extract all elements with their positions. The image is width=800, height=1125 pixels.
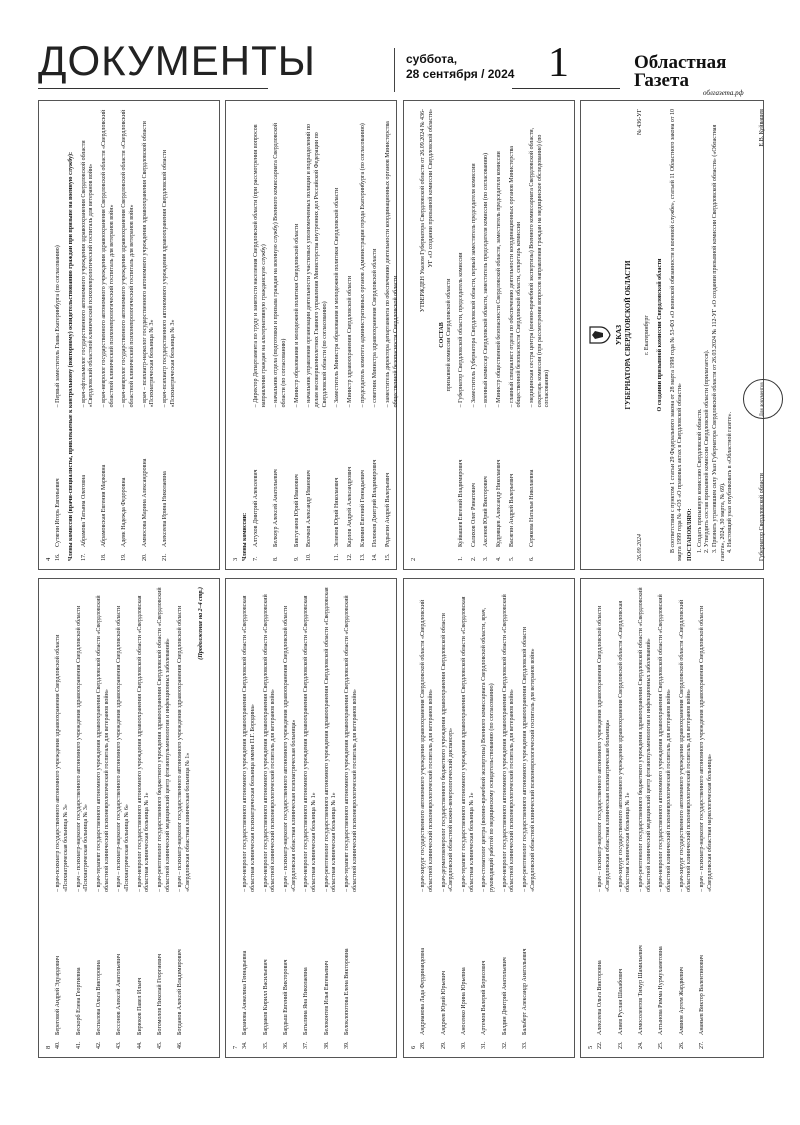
panel-number: 3: [232, 557, 239, 561]
member-name-cell: [347, 407, 355, 561]
member-number: 20.: [141, 553, 148, 561]
member-row: [372, 109, 380, 561]
member-name: Бирюков Павел Ильич: [136, 977, 143, 1035]
member-number: 32.: [501, 1041, 508, 1049]
member-number: 30.: [461, 1041, 467, 1049]
member-name-cell: [441, 892, 456, 1049]
member-number: 43.: [116, 1041, 123, 1049]
member-name-cell: [458, 407, 466, 561]
issue-day: суббота,: [406, 52, 458, 66]
member-name-cell: [294, 407, 302, 561]
member-row: [679, 587, 694, 1049]
member-name-cell: [81, 407, 96, 561]
decree-issuer: ГУБЕРНАТОРА СВЕРДЛОВСКОЙ ОБЛАСТИ: [623, 260, 632, 410]
member-number: 40.: [55, 1041, 62, 1049]
member-name: Алтухов Дмитрий Алексеевич: [252, 469, 259, 547]
panel-page-3: [225, 100, 397, 570]
member-name-cell: [242, 892, 257, 1049]
signer-role: Губернатор Свердловской области: [759, 473, 766, 561]
member-position: – врач-невролог государственного автономного учреждения здравоохранения Свердловской области «Свердловский областной клинический психоневрологический госпиталь для ветеранов войн»: [501, 594, 516, 892]
member-position: – советник Министра здравоохранения Свердловской области: [372, 248, 379, 408]
member-number: 3.: [483, 556, 490, 561]
member-position: – начальник управления организации деятельности участковых уполномоченных полиции и подразделений по делам несовершеннолетних Главного управления Министерства внутренних дел Российской Федерации по Свердловской области (по согласованию): [306, 124, 328, 408]
member-row: [162, 109, 177, 561]
member-number: 22.: [597, 1041, 604, 1049]
decree-resolves: ПОСТАНОВЛЯЮ:: [686, 508, 693, 561]
page-number: 1: [548, 40, 569, 86]
member-number: 16.: [55, 553, 62, 561]
member-name: Андрианова Лада Фердинандовна: [420, 948, 427, 1035]
member-name-cell: [679, 892, 694, 1049]
panel-number: 8: [45, 1045, 52, 1049]
member-number: 44.: [136, 1041, 143, 1049]
panel-number: 4: [45, 557, 52, 561]
member-row: [306, 109, 329, 561]
member-name: Аммосова Марина Александровна: [141, 458, 148, 547]
member-position: – врач-психиатр государственного автономного учреждения здравоохранения Свердловской области «Психиатрическая больница № 3»: [55, 634, 69, 892]
member-name: Волчков Александр Иванович: [306, 470, 313, 547]
decree-number: № 436-УГ: [636, 109, 643, 135]
panel-page-8: [38, 578, 220, 1058]
member-row: [638, 587, 653, 1049]
decree-preamble: В соответствии с пунктом 1 статьи 29 Федерального закона от 28 марта 1998 года № 53-ФЗ «О воинской обязанности и военной службе», статьей 11 Областного закона от 10 марта 1999 года № 4-ОЗ «О правовых актах в Свердловской области»: [669, 109, 684, 561]
member-name-cell: [699, 892, 714, 1049]
member-name: Алмосолентов Тимур Шамильевич: [638, 945, 644, 1035]
member-position: – врач-терапевт государственного автономного учреждения здравоохранения Свердловской области «Свердловский областной клинический психоневрологический госпиталь для ветеранов войн»: [96, 595, 110, 892]
panel-page-4: [38, 100, 220, 570]
member-name: Аносенко Ирина Юрьевна: [461, 967, 467, 1035]
member-name-cell: [263, 892, 278, 1049]
member-name-cell: [253, 407, 268, 561]
member-list: [81, 109, 178, 561]
panel-6-content: [406, 582, 572, 1054]
member-position: – главный специалист отдела по обеспечению деятельности координационных органов Министерства общественной безопасности Свердловской области, секретарь комиссии: [508, 146, 523, 408]
member-position: – Министр здравоохранения Свердловской области: [347, 275, 354, 408]
member-name: Салихов Олег Ринатович: [470, 483, 477, 547]
member-position: – врач-невролог государственного автономного учреждения здравоохранения Свердловской области «Свердловский областной клинический психоневрологический госпиталь для ветеранов войн»: [262, 594, 277, 892]
member-name-cell: [76, 892, 91, 1049]
member-name-cell: [618, 892, 633, 1049]
member-number: 26.: [678, 1041, 685, 1049]
member-number: 13.: [359, 553, 366, 561]
member-row: [347, 109, 355, 561]
issue-date: [406, 52, 514, 82]
member-number: 18.: [101, 553, 107, 561]
member-row: [529, 109, 552, 561]
member-number: 46.: [177, 1041, 184, 1049]
member-row: [96, 587, 111, 1049]
panel-page-6: [403, 578, 575, 1058]
panel-2-content: [406, 104, 572, 566]
member-name-cell: [509, 407, 524, 561]
member-name-cell: [522, 892, 537, 1049]
member-number: 33.: [522, 1041, 529, 1049]
member-row: [502, 587, 517, 1049]
member-row: [55, 587, 70, 1049]
masthead-rule-left: [38, 88, 268, 89]
member-name-cell: [96, 892, 111, 1049]
member-name: Амвиоя Артем Жардиевич: [678, 967, 685, 1035]
decree-city: г. Екатеринбург: [644, 315, 651, 355]
member-number: 19.: [121, 553, 128, 561]
member-name-cell: [157, 892, 172, 1049]
member-row: [699, 587, 714, 1049]
panel-8-content: [41, 582, 217, 1054]
member-name-cell: [529, 407, 552, 561]
member-name: Аксенов Юрий Викторович: [483, 476, 490, 547]
member-number: 14.: [372, 553, 379, 561]
member-name-cell: [121, 407, 136, 561]
member-name: Алексеева Ирина Николаевна: [162, 471, 169, 547]
panel-number: 6: [410, 1045, 417, 1049]
stamp-icon: [743, 379, 783, 419]
member-number: 41.: [75, 1041, 82, 1049]
member-position: – врач-офтальмолог государственного автономного учреждения здравоохранения Свердловской области «Свердловский областной клинический психоневрологический госпиталь для ветеранов войн»: [80, 140, 95, 408]
member-name: Белоконтев Илья Евгеньевич: [323, 960, 330, 1035]
member-row: [157, 587, 172, 1049]
member-name-cell: [385, 407, 400, 561]
member-position: – Заместитель Губернатора Свердловской области, первый заместитель председателя комиссии: [470, 163, 477, 408]
member-name: Бардаков Кирилл Васильевич: [262, 959, 269, 1035]
member-row: [385, 109, 400, 561]
decree-item: 2. Утвердить состав призывной комиссии Свердловской области (прилагается).: [704, 349, 711, 553]
member-number: 38.: [323, 1041, 330, 1049]
member-name: Белоклопотова Елена Викторовна: [344, 948, 351, 1035]
member-name: Серякова Наталья Николаевна: [529, 469, 536, 547]
member-number: 31.: [481, 1041, 488, 1049]
member-name: Адеяк Надежда Федоровна: [121, 477, 128, 547]
member-position: – врач-стоматолог центра (военно-врачебной экспертизы) Военного комиссариата Свердловской области, врач, руководящий работой по медицинскому освидетельствованию (по согласованию): [481, 607, 496, 892]
signature-block: [743, 109, 783, 561]
member-number: 1.: [458, 556, 464, 561]
member-name: Куйвашев Евгений Владимирович: [458, 459, 464, 547]
member-number: 12.: [347, 553, 354, 561]
member-name: Васягин Андрей Валерьевич: [508, 473, 515, 547]
member-position: – врач-рентгенолог государственного автономного учреждения здравоохранения Свердловской области «Свердловский областной клинический психоневрологический госпиталь для ветеранов войн»: [522, 627, 536, 892]
member-position: – врач-невролог государственного автономного учреждения здравоохранения Свердловской области «Свердловский областной клинический психоневрологический госпиталь для ветеранов войн»: [121, 109, 136, 408]
member-row: [177, 587, 192, 1049]
composition-heading: СОСТАВ: [438, 322, 445, 348]
member-name-cell: [638, 892, 653, 1049]
member-name: Зеленов Юрий Николаевич: [334, 477, 341, 547]
panel-page-5: [580, 578, 764, 1058]
member-name-cell: [461, 892, 476, 1049]
member-name-cell: [658, 892, 673, 1049]
panel-7-content: [228, 582, 394, 1054]
member-name-cell: [360, 407, 368, 561]
decree-item: 3. Признать утратившим силу Указ Губернатора Свердловской области от 26.03.2024 № 112-УГ «О создании призывной комиссии Свердловской области» («Областная газета», 2024, 30 марта, № 69).: [711, 124, 726, 561]
member-name: Богомолов Николай Георгиевич: [157, 953, 164, 1035]
member-row: [360, 109, 368, 561]
member-number: 42.: [96, 1041, 102, 1049]
member-position: – врач-рентгенолог государственного бюджетного учреждения здравоохранения Свердловской области «Свердловский областной клинический медицинский центр фтизиопульмонологии и инфекционных заболеваний»: [638, 587, 652, 892]
member-number: 10.: [306, 553, 313, 561]
masthead-divider: [394, 48, 395, 92]
member-name-cell: [142, 407, 157, 561]
newspaper-logo: [634, 54, 726, 90]
member-name-cell: [55, 892, 70, 1049]
member-row: [344, 587, 359, 1049]
member-position: – врач-невролог государственного автономного учреждения здравоохранения Свердловской области «Свердловская областная клиническая больница № 1»: [136, 595, 151, 892]
member-position: – Первый заместитель Главы Екатеринбурга (по согласованию): [55, 245, 62, 408]
member-row: [471, 109, 479, 561]
member-list: [242, 587, 359, 1049]
member-name-cell: [334, 407, 342, 561]
member-number: 15.: [385, 553, 392, 561]
approval-note: УТВЕРЖДЕН Указом Губернатора Свердловской области от 26.09.2024 № 436-УГ «О создании призывной комиссии Свердловской области»: [420, 109, 434, 313]
member-name: Климин Евгений Геннадьевич: [359, 470, 366, 547]
issue-date-text: 28 сентября / 2024: [406, 67, 515, 81]
members-heading: Члены комиссии (врачи-специалисты, привлекаемые к контрольному (повторному) освидетельствованию граждан при призыве на военную службу):: [67, 152, 74, 561]
member-name: Биктуганов Юрий Иванович: [293, 474, 300, 547]
member-row: [142, 109, 157, 561]
member-position: – Заместитель Министра образования и молодежной политики Свердловской области: [334, 187, 341, 408]
member-row: [420, 587, 435, 1049]
decree-title: УКАЗ: [614, 324, 623, 346]
member-list: [253, 109, 400, 561]
member-position: – врач-хирург государственного автономного учреждения здравоохранения Свердловской области «Свердловский областной клинический психоневрологический госпиталь для ветеранов войн»: [420, 599, 434, 892]
member-row: [496, 109, 504, 561]
member-row: [618, 587, 633, 1049]
member-name-cell: [283, 892, 298, 1049]
panel-1-content: [583, 104, 766, 566]
member-position: – врач – психиатр-нарколог государственного автономного учреждения здравоохранения Свердловской области «Свердловская областная клиническая психиатрическая больница»: [283, 605, 297, 892]
newspaper-site: облгазета.рф: [703, 89, 744, 97]
member-name: Кудрявцев Александр Николаевич: [496, 459, 503, 547]
member-list: [55, 109, 63, 561]
panel-4-content: [41, 104, 217, 566]
logo-line-1: Областная: [634, 52, 727, 73]
continued-note: (Продолжение на 2–4 стр.): [197, 587, 204, 660]
member-row: [334, 109, 342, 561]
member-position: – врач-невролог государственного автономного учреждения здравоохранения Свердловской области «Свердловская областная клиническая больница № 1»: [303, 595, 318, 892]
member-position: – заместитель директора департамента по обеспечению деятельности координационных органов Министерства общественной безопасности Свердловской области: [385, 121, 399, 408]
member-name-cell: [273, 407, 288, 561]
member-name: Богданов Алексей Владимирович: [177, 949, 184, 1035]
member-row: [242, 587, 257, 1049]
member-name: Беспалова Ольга Викторовна: [96, 960, 102, 1035]
decree-item: 4. Настоящий указ опубликовать в «Областной газете».: [727, 411, 734, 553]
member-position: – врач – психиатр-нарколог государственного автономного учреждения здравоохранения Свердловской области «Психиатрическая больница № 3»: [75, 605, 90, 892]
member-name-cell: [306, 407, 329, 561]
member-row: [509, 109, 524, 561]
member-number: 45.: [157, 1041, 164, 1049]
member-position: – врач – психиатр-нарколог государственного автономного учреждения здравоохранения Свердловской области «Свердловская областная наркологическая больница»: [699, 605, 713, 892]
composition-subheading: призывной комиссии Свердловской области: [446, 278, 453, 392]
member-name: Андреев Юрий Юрьевич: [440, 971, 447, 1035]
member-number: 35.: [262, 1041, 269, 1049]
member-position: – врач-невролог государственного автономного учреждения здравоохранения Свердловской области «Свердловский областной клинический психоневрологический госпиталь для ветеранов войн»: [101, 109, 115, 408]
member-name-cell: [420, 892, 435, 1049]
member-name-cell: [496, 407, 504, 561]
member-position: – врач – психиатр-нарколог государственного автономного учреждения здравоохранения Свердловской области «Свердловская областная клиническая психиатрическая больница»: [597, 605, 611, 892]
member-position: – Директор Департамента по труду и занятости населения Свердловской области (при рассмотрении вопросов направления граждан на альтернативную гражданскую службу): [252, 124, 267, 408]
member-number: 11.: [334, 553, 341, 561]
signer-name: Е.В. Куйвашев: [759, 109, 766, 147]
member-number: 17.: [80, 553, 87, 561]
member-name-cell: [324, 892, 339, 1049]
member-number: 6.: [529, 556, 536, 561]
member-row: [481, 587, 496, 1049]
member-name-cell: [597, 892, 612, 1049]
member-number: 9.: [293, 556, 300, 561]
member-row: [294, 109, 302, 561]
member-name: Баранова Анжелика Геннадьевна: [242, 950, 249, 1035]
member-position: – медицинская сестра центра (военно-врачебной экспертизы) Военного комиссариата Свердловской области, секретарь комиссии (при рассмотрении вопросов направления граждан на медицинское обследование) (по согласованию): [529, 127, 551, 408]
logo-line-2: Газета: [634, 70, 690, 92]
member-row: [76, 587, 91, 1049]
member-position: – начальник отдела (подготовки и призыва граждан на военную службу) Военного комиссариата Свердловской области (по согласованию): [273, 122, 287, 408]
member-row: [253, 109, 268, 561]
member-name-cell: [471, 407, 479, 561]
member-position: – Министр образования и молодежной политики Свердловской области: [293, 223, 300, 408]
member-row: [441, 587, 456, 1049]
member-row: [458, 109, 466, 561]
member-number: 8.: [273, 556, 280, 561]
member-position: – председатель комитета административных органов Администрации города Екатеринбурга (по согласованию): [359, 123, 366, 408]
member-name: Бальберт Александр Анатольевич: [522, 948, 529, 1035]
member-number: 21.: [162, 553, 169, 561]
member-position: – врач-невролог государственного автономного учреждения здравоохранения Свердловской области «Свердловская областная клиническая психиатрическая больница имени П.Г. Бородина»: [242, 595, 256, 892]
member-name-cell: [137, 892, 152, 1049]
member-row: [116, 587, 131, 1049]
member-number: 25.: [658, 1041, 665, 1049]
member-number: 29.: [440, 1041, 447, 1049]
member-position: – врач-психиатр государственного автономного учреждения здравоохранения Свердловской области «Психиатрическая больница № 3»: [162, 150, 176, 408]
member-position: – врач-терапевт государственного автономного учреждения здравоохранения Свердловской области «Свердловская областная клиническая больница № 1»: [461, 596, 475, 892]
member-name-cell: [303, 892, 318, 1049]
member-list: [458, 109, 552, 561]
member-position: – военный комиссар Свердловской области, заместитель председателя комиссии (по согласованию): [483, 152, 490, 408]
member-name-cell: [344, 892, 359, 1049]
panel-page-1: [580, 100, 764, 570]
member-number: 28.: [420, 1041, 427, 1049]
member-number: 7.: [252, 556, 259, 561]
member-position: – Губернатор Свердловской области, председатель комиссии: [458, 252, 464, 408]
member-row: [522, 587, 537, 1049]
member-name: Сутягин Игорь Евгеньевич: [55, 478, 62, 547]
member-position: – врач – психиатр-нарколог государственного автономного учреждения здравоохранения Свердловской области «Свердловская областная клиническая больница № 1»: [177, 605, 192, 892]
panel-number: 2: [410, 557, 417, 561]
member-list: [420, 587, 537, 1049]
member-row: [461, 587, 476, 1049]
member-number: 24.: [638, 1041, 644, 1049]
member-position: – врач-дерматовенеролог государственного бюджетного учреждения здравоохранения Свердловской области «Свердловский областной кожно-венерологический диспансер»: [440, 613, 455, 892]
member-row: [658, 587, 673, 1049]
decree-date: 26.09.2024: [636, 534, 643, 561]
member-row: [273, 109, 288, 561]
member-position: – Министр общественной безопасности Свердловской области, заместитель председателя комиссии: [496, 151, 503, 408]
member-name: Родыгин Андрей Валерьевич: [385, 472, 392, 547]
decree-subject: О создании призывной комиссии Свердловской области: [656, 258, 663, 412]
member-name: Батылина Яна Николаевна: [303, 967, 310, 1035]
member-name-cell: [101, 407, 116, 561]
member-number: 36.: [283, 1041, 289, 1049]
member-name: Полюков Дмитрий Владимирович: [372, 459, 379, 547]
member-name-cell: [483, 407, 491, 561]
member-name: Белкоур Алексей Анатольевич: [273, 469, 280, 547]
member-row: [81, 109, 96, 561]
member-row: [597, 587, 612, 1049]
coat-of-arms-icon: [587, 324, 611, 346]
decree-item: 1. Создать призывную комиссию Свердловской области.: [696, 408, 703, 553]
member-name: Алексеева Ольга Викторовна: [597, 960, 604, 1035]
panel-page-7: [225, 578, 397, 1058]
member-name-cell: [55, 407, 63, 561]
member-name: Алиев Руслан Шахабович: [617, 968, 624, 1035]
member-row: [303, 587, 318, 1049]
member-name-cell: [372, 407, 380, 561]
member-row: [137, 587, 152, 1049]
member-name: Бескорб Елена Георгиевна: [75, 967, 82, 1035]
member-row: [101, 109, 116, 561]
member-name: Балдин Дмитрий Анатольевич: [501, 957, 508, 1035]
stamp-text: Для документов: [759, 382, 765, 417]
member-name: Бардыш Евгений Викторович: [283, 959, 289, 1035]
member-position: – врач – психиатр-нарколог государственного автономного учреждения здравоохранения Свердловской области «Психиатрическая больница № 6»: [116, 605, 131, 892]
member-name: Алтынова Римма Нурмухаметовна: [658, 946, 665, 1035]
member-position: – врач-невролог государственного автономного учреждения здравоохранения Свердловской области «Свердловский областной клинический психоневрологический госпиталь для ветеранов войн»: [658, 594, 673, 892]
member-number: 23.: [617, 1041, 624, 1049]
member-number: 5.: [508, 556, 515, 561]
section-title: ДОКУМЕНТЫ: [38, 37, 316, 84]
member-number: 2.: [470, 556, 477, 561]
member-position: – врач – психиатр-нарколог государственного автономного учреждения здравоохранения Свердловской области «Психиатрическая больница № 3»: [141, 121, 156, 408]
panel-page-2: [403, 100, 575, 570]
panel-3-content: [228, 104, 399, 566]
member-name: Карлов Андрей Александрович: [347, 466, 354, 547]
member-name: Ананьев Виктор Валентинович: [699, 955, 706, 1035]
member-row: [263, 587, 278, 1049]
member-list: [55, 587, 192, 1049]
member-number: 34.: [242, 1041, 249, 1049]
member-number: 27.: [699, 1041, 706, 1049]
member-row: [324, 587, 339, 1049]
panel-number: 5: [587, 1045, 594, 1049]
member-number: 39.: [344, 1041, 351, 1049]
member-name-cell: [116, 892, 131, 1049]
member-row: [483, 109, 491, 561]
decree-items: [697, 109, 735, 561]
member-name: Артемов Валерий Борисович: [481, 960, 488, 1035]
member-list: [597, 587, 714, 1049]
members-label: Члены комиссии:: [242, 512, 249, 561]
member-number: 37.: [303, 1041, 310, 1049]
member-name-cell: [481, 892, 496, 1049]
member-name: Абрамова Татьяна Олеговна: [80, 475, 87, 547]
member-row: [121, 109, 136, 561]
member-name-cell: [177, 892, 192, 1049]
member-position: – врач-хирург государственного автономного учреждения здравоохранения Свердловской области «Свердловская областная клиническая больница № 1»: [617, 600, 632, 892]
member-name-cell: [162, 407, 177, 561]
member-row: [283, 587, 298, 1049]
masthead-rule-right: [512, 88, 620, 89]
member-name: Бессонов Алексей Анатольевич: [116, 954, 123, 1035]
panel-5-content: [583, 582, 761, 1054]
panel-number: 7: [232, 1045, 239, 1049]
member-position: – врач-рентгенолог государственного бюджетного учреждения здравоохранения Свердловской области «Свердловский областной клинический медицинский центр фтизиопульмонологии и инфекционных заболеваний»: [157, 587, 171, 892]
member-position: – врач-терапевт государственного автономного учреждения здравоохранения Свердловской области «Свердловский областной клинический психоневрологический госпиталь для ветеранов войн»: [344, 595, 358, 892]
member-position: – врач-хирург государственного автономного учреждения здравоохранения Свердловской области «Свердловский областной клинический психоневрологический госпиталь для ветеранов войн»: [678, 599, 693, 892]
member-position: – врач-рентгенолог государственного автономного учреждения здравоохранения Свердловской области «Свердловская областная клиническая больница № 1»: [323, 587, 338, 892]
member-number: 4.: [496, 556, 503, 561]
member-name: Береговой Андрей Эдуардович: [55, 955, 62, 1035]
member-name-cell: [502, 892, 517, 1049]
member-name: Абрамовская Евгения Марковна: [101, 464, 107, 547]
member-row: [55, 109, 63, 561]
